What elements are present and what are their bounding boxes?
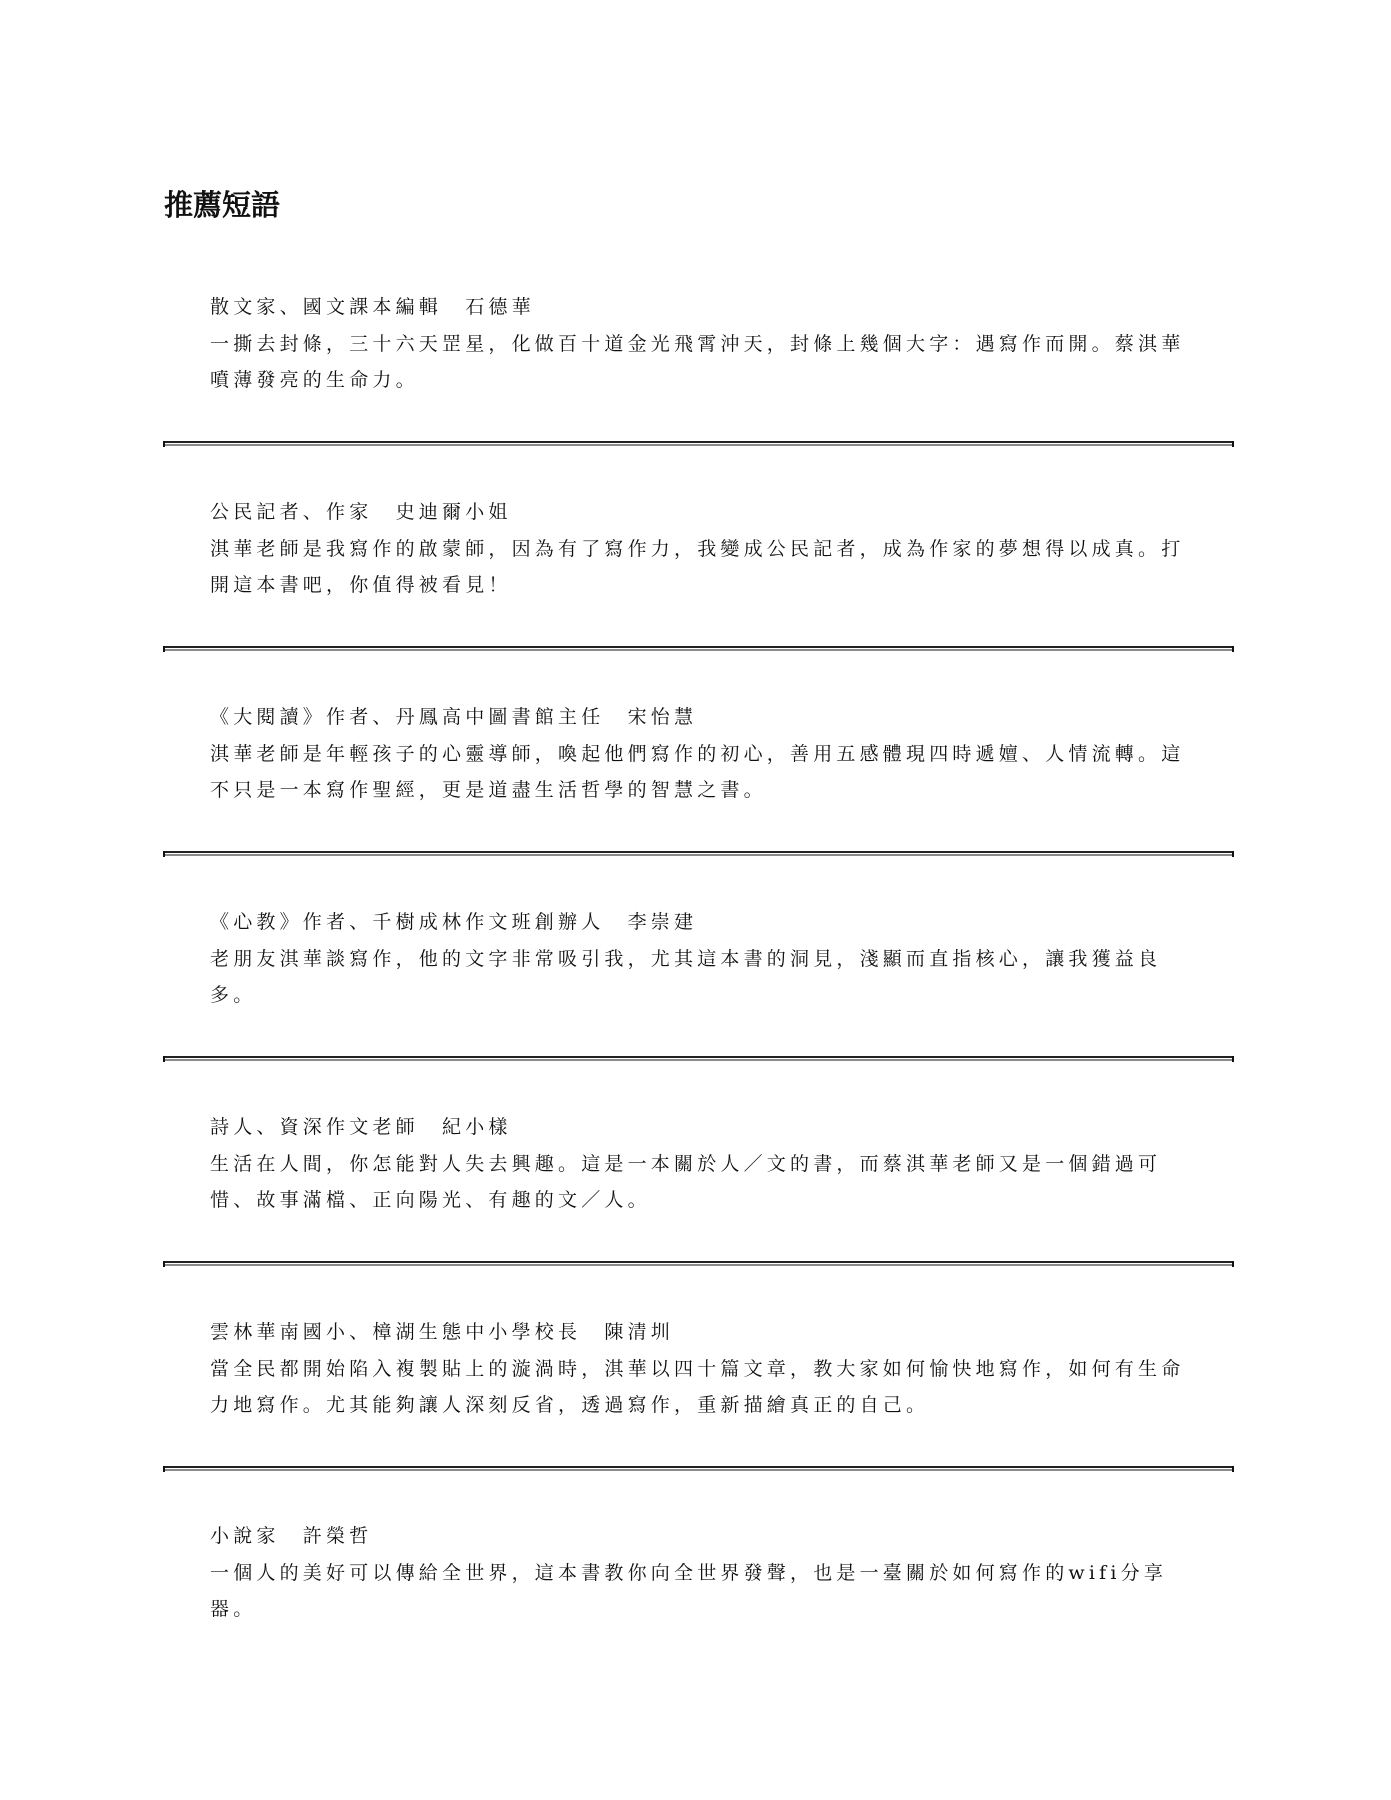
recommender-name: 《大閱讀》作者、丹鳳高中圖書館主任 宋怡慧 bbox=[210, 706, 698, 728]
section-divider bbox=[163, 441, 1234, 447]
quote-line: 一撕去封條，三十六天罡星，化做百十道金光飛霄沖天，封條上幾個大字：遇寫作而開。蔡淇華 bbox=[210, 333, 1185, 355]
recommendation-quote bbox=[210, 736, 1210, 808]
recommendation-quote bbox=[210, 1351, 1210, 1423]
recommendation-entry bbox=[210, 1108, 1210, 1218]
page-title: 推薦短語 bbox=[164, 188, 281, 222]
recommender-name: 雲林華南國小、樟湖生態中小學校長 陳清圳 bbox=[210, 1321, 675, 1343]
quote-line: 一個人的美好可以傳給全世界，這本書教你向全世界發聲，也是一臺關於如何寫作的wifi分享 bbox=[210, 1562, 1168, 1584]
quote-line: 器。 bbox=[210, 1598, 257, 1620]
section-divider bbox=[163, 851, 1234, 857]
recommendation-quote bbox=[210, 1555, 1210, 1627]
recommender-name: 公民記者、作家 史迪爾小姐 bbox=[210, 501, 512, 523]
section-divider bbox=[163, 1056, 1234, 1062]
quote-line: 開這本書吧，你值得被看見！ bbox=[210, 574, 512, 596]
quote-line: 淇華老師是我寫作的啟蒙師，因為有了寫作力，我變成公民記者，成為作家的夢想得以成真。打 bbox=[210, 538, 1185, 560]
quote-line: 多。 bbox=[210, 984, 257, 1006]
quote-line: 老朋友淇華談寫作，他的文字非常吸引我，尤其這本書的洞見，淺顯而直指核心，讓我獲益良 bbox=[210, 948, 1162, 970]
quote-line: 淇華老師是年輕孩子的心靈導師，喚起他們寫作的初心，善用五感體現四時遞嬗、人情流轉。這 bbox=[210, 743, 1185, 765]
recommendation-quote bbox=[210, 326, 1210, 398]
section-divider bbox=[163, 1466, 1234, 1472]
recommendation-entry bbox=[210, 903, 1210, 1013]
quote-line: 噴薄發亮的生命力。 bbox=[210, 369, 419, 391]
quote-line: 惜、故事滿檔、正向陽光、有趣的文／人。 bbox=[210, 1189, 651, 1211]
recommender-name: 《心教》作者、千樹成林作文班創辦人 李崇建 bbox=[210, 911, 698, 933]
recommendation-entry bbox=[210, 1517, 1210, 1627]
recommender-name: 詩人、資深作文老師 紀小樣 bbox=[210, 1116, 512, 1138]
quote-line: 生活在人間，你怎能對人失去興趣。這是一本關於人／文的書，而蔡淇華老師又是一個錯過可 bbox=[210, 1153, 1162, 1175]
recommendation-entry bbox=[210, 1313, 1210, 1423]
quote-line: 力地寫作。尤其能夠讓人深刻反省，透過寫作，重新描繪真正的自己。 bbox=[210, 1394, 930, 1416]
recommendation-quote bbox=[210, 531, 1210, 603]
section-divider bbox=[163, 1261, 1234, 1267]
recommender-name: 散文家、國文課本編輯 石德華 bbox=[210, 296, 535, 318]
recommendation-quote bbox=[210, 941, 1210, 1013]
section-divider bbox=[163, 646, 1234, 652]
quote-line: 不只是一本寫作聖經，更是道盡生活哲學的智慧之書。 bbox=[210, 779, 767, 801]
recommendation-quote bbox=[210, 1146, 1210, 1218]
recommendation-entry bbox=[210, 288, 1210, 398]
recommendation-entry bbox=[210, 698, 1210, 808]
recommender-name: 小說家 許榮哲 bbox=[210, 1525, 373, 1547]
recommendation-entry bbox=[210, 493, 1210, 603]
quote-line: 當全民都開始陷入複製貼上的漩渦時，淇華以四十篇文章，教大家如何愉快地寫作，如何有生命 bbox=[210, 1358, 1185, 1380]
